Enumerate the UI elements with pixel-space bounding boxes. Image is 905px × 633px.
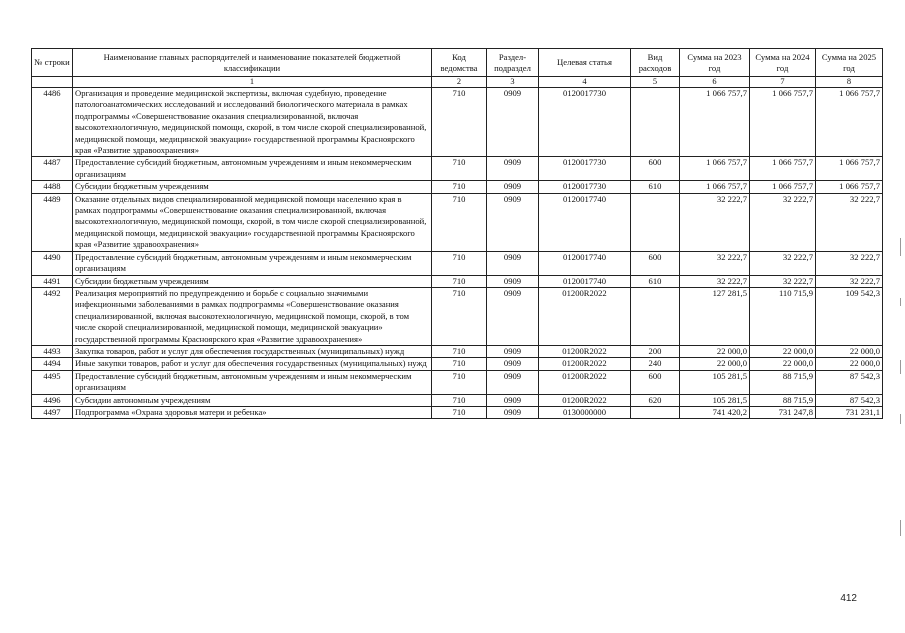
- row-target-article: 0130000000: [539, 406, 631, 418]
- row-number: 4492: [32, 287, 73, 345]
- row-number: 4491: [32, 275, 73, 287]
- row-section: 0909: [487, 88, 539, 157]
- row-name: Субсидии автономным учреждениям: [73, 394, 432, 406]
- row-department-code: 710: [432, 157, 487, 181]
- row-sum-2025: 1 066 757,7: [816, 88, 883, 157]
- row-name: Закупка товаров, работ и услуг для обеспечения государственных (муниципальных) нужд: [73, 345, 432, 357]
- row-department-code: 710: [432, 251, 487, 275]
- row-target-article: 01200R2022: [539, 370, 631, 394]
- row-target-article: 01200R2022: [539, 345, 631, 357]
- row-sum-2025: 87 542,3: [816, 394, 883, 406]
- row-section: 0909: [487, 287, 539, 345]
- row-number: 4497: [32, 406, 73, 418]
- row-section: 0909: [487, 157, 539, 181]
- row-sum-2025: 87 542,3: [816, 370, 883, 394]
- row-target-article: 0120017730: [539, 181, 631, 193]
- column-number: 3: [487, 77, 539, 88]
- header-department-code: Код ведомства: [432, 49, 487, 77]
- row-sum-2025: 32 222,7: [816, 251, 883, 275]
- row-expense-type: 600: [631, 157, 680, 181]
- row-name: Субсидии бюджетным учреждениям: [73, 181, 432, 193]
- row-sum-2023: 22 000,0: [680, 345, 750, 357]
- table-row: [32, 406, 883, 418]
- row-number: 4486: [32, 88, 73, 157]
- row-sum-2024: 88 715,9: [750, 370, 816, 394]
- row-target-article: 0120017730: [539, 157, 631, 181]
- row-expense-type: [631, 287, 680, 345]
- row-sum-2024: 22 000,0: [750, 345, 816, 357]
- row-name: Предоставление субсидий бюджетным, автономным учреждениям и иным некоммерческим организациям: [73, 251, 432, 275]
- row-number: 4487: [32, 157, 73, 181]
- page-number: 412: [840, 593, 857, 604]
- row-department-code: 710: [432, 181, 487, 193]
- row-section: 0909: [487, 345, 539, 357]
- row-sum-2024: 88 715,9: [750, 394, 816, 406]
- row-sum-2023: 1 066 757,7: [680, 88, 750, 157]
- row-name: Организация и проведение медицинской экспертизы, включая судебную, проведение патологоанатомических исследований и исследований биологического материала в рамках подпрограммы «Совершенствование оказания специализированной, включая высокотехнологичную, медицинской помощи, скорой, в том числе скорой специализированной, медицинской помощи, медицинской эвакуации» государственной программы Красноярского края «Развитие здравоохранения»: [73, 88, 432, 157]
- column-number: 8: [816, 77, 883, 88]
- row-number: 4493: [32, 345, 73, 357]
- column-number: [32, 77, 73, 88]
- row-name: Субсидии бюджетным учреждениям: [73, 275, 432, 287]
- row-sum-2023: 741 420,2: [680, 406, 750, 418]
- table-row: [32, 394, 883, 406]
- row-sum-2025: 32 222,7: [816, 275, 883, 287]
- scan-edge-mark: [900, 360, 901, 374]
- row-department-code: 710: [432, 193, 487, 251]
- row-department-code: 710: [432, 358, 487, 370]
- table-body: [32, 88, 883, 419]
- row-name: Иные закупки товаров, работ и услуг для обеспечения государственных (муниципальных) нужд: [73, 358, 432, 370]
- row-sum-2024: 32 222,7: [750, 251, 816, 275]
- row-expense-type: 240: [631, 358, 680, 370]
- row-name: Предоставление субсидий бюджетным, автономным учреждениям и иным некоммерческим организациям: [73, 157, 432, 181]
- header-target-article: Целевая статья: [539, 49, 631, 77]
- row-target-article: 01200R2022: [539, 358, 631, 370]
- row-sum-2024: 110 715,9: [750, 287, 816, 345]
- row-section: 0909: [487, 394, 539, 406]
- row-target-article: 0120017740: [539, 251, 631, 275]
- row-sum-2023: 105 281,5: [680, 394, 750, 406]
- row-expense-type: [631, 193, 680, 251]
- row-number: 4489: [32, 193, 73, 251]
- scan-edge-mark: [900, 414, 901, 424]
- column-number: 6: [680, 77, 750, 88]
- row-sum-2025: 1 066 757,7: [816, 157, 883, 181]
- column-number: 1: [73, 77, 432, 88]
- row-department-code: 710: [432, 345, 487, 357]
- table-row: [32, 370, 883, 394]
- row-sum-2023: 22 000,0: [680, 358, 750, 370]
- row-sum-2024: 22 000,0: [750, 358, 816, 370]
- row-sum-2025: 1 066 757,7: [816, 181, 883, 193]
- row-sum-2024: 1 066 757,7: [750, 88, 816, 157]
- row-sum-2023: 1 066 757,7: [680, 157, 750, 181]
- header-name: Наименование главных распорядителей и наименование показателей бюджетной классификации: [73, 49, 432, 77]
- row-expense-type: 600: [631, 251, 680, 275]
- row-sum-2024: 731 247,8: [750, 406, 816, 418]
- scan-edge-mark: [900, 298, 901, 306]
- row-sum-2024: 32 222,7: [750, 275, 816, 287]
- row-expense-type: 200: [631, 345, 680, 357]
- column-number: 5: [631, 77, 680, 88]
- row-target-article: 0120017740: [539, 275, 631, 287]
- row-sum-2025: 22 000,0: [816, 345, 883, 357]
- row-target-article: 0120017730: [539, 88, 631, 157]
- row-sum-2025: 22 000,0: [816, 358, 883, 370]
- row-name: Реализация мероприятий по предупреждению и борьбе с социально значимыми инфекционными заболеваниями в рамках подпрограммы «Совершенствование оказания специализированной, включая высокотехнологичную, медицинской помощи, скорой, в том числе скорой специализированной, медицинской помощи, медицинской эвакуации» государственной программы Красноярского края «Развитие здравоохранения»: [73, 287, 432, 345]
- row-expense-type: [631, 406, 680, 418]
- row-expense-type: 600: [631, 370, 680, 394]
- column-number-row: [32, 77, 883, 88]
- row-sum-2023: 32 222,7: [680, 251, 750, 275]
- table-row: [32, 157, 883, 181]
- row-name: Предоставление субсидий бюджетным, автономным учреждениям и иным некоммерческим организациям: [73, 370, 432, 394]
- table-row: [32, 275, 883, 287]
- table-row: [32, 88, 883, 157]
- row-sum-2025: 109 542,3: [816, 287, 883, 345]
- row-section: 0909: [487, 181, 539, 193]
- table-row: [32, 287, 883, 345]
- row-number: 4490: [32, 251, 73, 275]
- row-sum-2023: 32 222,7: [680, 275, 750, 287]
- row-number: 4496: [32, 394, 73, 406]
- row-section: 0909: [487, 193, 539, 251]
- row-sum-2023: 1 066 757,7: [680, 181, 750, 193]
- row-department-code: 710: [432, 406, 487, 418]
- row-number: 4488: [32, 181, 73, 193]
- table-header: [32, 49, 883, 88]
- row-section: 0909: [487, 406, 539, 418]
- row-sum-2025: 731 231,1: [816, 406, 883, 418]
- scan-edge-mark: [900, 238, 901, 256]
- row-sum-2023: 32 222,7: [680, 193, 750, 251]
- row-expense-type: 620: [631, 394, 680, 406]
- row-department-code: 710: [432, 275, 487, 287]
- row-department-code: 710: [432, 370, 487, 394]
- row-target-article: 0120017740: [539, 193, 631, 251]
- row-sum-2024: 1 066 757,7: [750, 181, 816, 193]
- header-section: Раздел-подраздел: [487, 49, 539, 77]
- header-row-number: № строки: [32, 49, 73, 77]
- table-row: [32, 181, 883, 193]
- row-name: Подпрограмма «Охрана здоровья матери и ребенка»: [73, 406, 432, 418]
- table-row: [32, 358, 883, 370]
- scan-edge-mark: [900, 520, 901, 536]
- budget-table: [31, 48, 883, 419]
- row-sum-2025: 32 222,7: [816, 193, 883, 251]
- row-target-article: 01200R2022: [539, 394, 631, 406]
- table-row: [32, 251, 883, 275]
- row-expense-type: 610: [631, 181, 680, 193]
- row-sum-2024: 1 066 757,7: [750, 157, 816, 181]
- row-number: 4494: [32, 358, 73, 370]
- column-number: 7: [750, 77, 816, 88]
- row-sum-2023: 127 281,5: [680, 287, 750, 345]
- row-sum-2024: 32 222,7: [750, 193, 816, 251]
- budget-table-container: [31, 48, 882, 419]
- row-sum-2023: 105 281,5: [680, 370, 750, 394]
- row-section: 0909: [487, 251, 539, 275]
- header-sum-2023: Сумма на 2023 год: [680, 49, 750, 77]
- row-target-article: 01200R2022: [539, 287, 631, 345]
- row-department-code: 710: [432, 287, 487, 345]
- row-expense-type: [631, 88, 680, 157]
- column-number: 2: [432, 77, 487, 88]
- row-department-code: 710: [432, 88, 487, 157]
- column-number: 4: [539, 77, 631, 88]
- row-name: Оказание отдельных видов специализированной медицинской помощи населению края в рамках подпрограммы «Совершенствование оказания специализированной, включая высокотехнологичную, медицинской помощи, скорой, в том числе скорой специализированной, медицинской помощи, медицинской эвакуации» государственной программы Красноярского края «Развитие здравоохранения»: [73, 193, 432, 251]
- row-number: 4495: [32, 370, 73, 394]
- table-row: [32, 193, 883, 251]
- row-department-code: 710: [432, 394, 487, 406]
- row-section: 0909: [487, 370, 539, 394]
- table-row: [32, 345, 883, 357]
- header-sum-2024: Сумма на 2024 год: [750, 49, 816, 77]
- header-expense-type: Вид расходов: [631, 49, 680, 77]
- row-section: 0909: [487, 275, 539, 287]
- row-section: 0909: [487, 358, 539, 370]
- row-expense-type: 610: [631, 275, 680, 287]
- header-sum-2025: Сумма на 2025 год: [816, 49, 883, 77]
